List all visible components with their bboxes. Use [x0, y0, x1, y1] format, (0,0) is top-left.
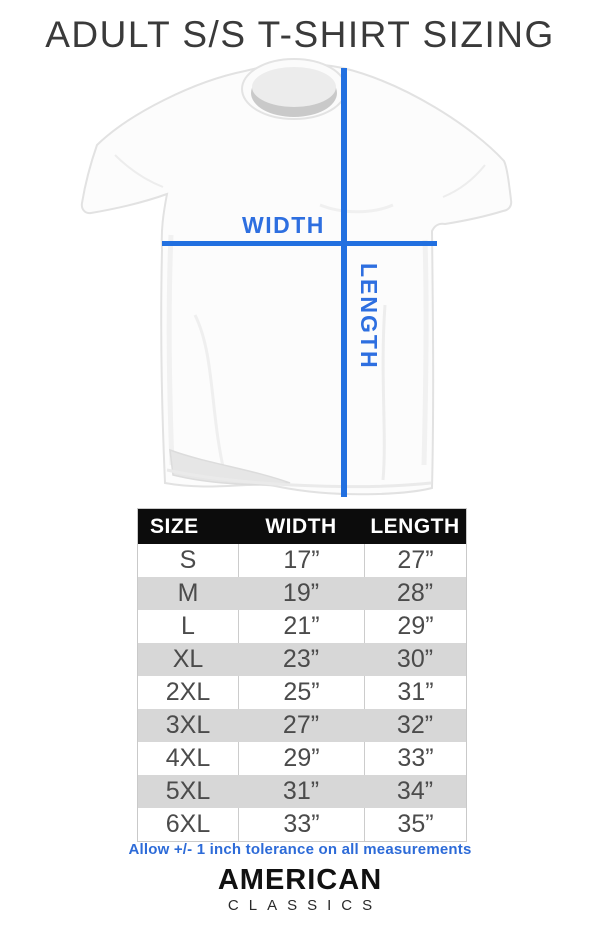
length-measure-line: [341, 68, 347, 497]
size-cell: M: [177, 579, 199, 607]
header-width: WIDTH: [265, 514, 337, 538]
size-cell: 6XL: [165, 810, 211, 838]
length-label: LENGTH: [356, 263, 382, 370]
length-cell: 32”: [396, 711, 434, 739]
width-cell: 33”: [238, 808, 364, 841]
brand-subname: CLASSICS: [227, 897, 383, 914]
width-cell: 21”: [238, 610, 364, 643]
table-row: [138, 643, 466, 676]
width-cell: 29”: [238, 742, 364, 775]
width-label: WIDTH: [242, 212, 325, 238]
table-header-row: [138, 509, 466, 544]
size-cell: S: [179, 546, 197, 574]
header-length: LENGTH: [370, 514, 460, 538]
length-cell: 34”: [396, 777, 434, 805]
length-cell: 28”: [396, 579, 434, 607]
width-measure-line: [162, 241, 437, 246]
table-row: [138, 544, 466, 577]
brand-name: AMERICAN: [217, 864, 383, 896]
width-cell: 19”: [282, 579, 320, 607]
width-cell: 25”: [238, 676, 364, 709]
table-row: [138, 742, 466, 775]
size-table: [137, 508, 467, 842]
page-title: ADULT S/S T-SHIRT SIZING: [45, 14, 555, 55]
tshirt-image: [75, 55, 525, 507]
width-cell: 31”: [282, 777, 320, 805]
size-cell: 4XL: [165, 744, 211, 772]
table-row: [138, 775, 466, 808]
header-size: SIZE: [150, 514, 199, 538]
length-cell: 29”: [364, 610, 466, 643]
length-cell: 31”: [364, 676, 466, 709]
tshirt-diagram: [75, 55, 525, 507]
size-cell: 3XL: [165, 711, 211, 739]
size-cell: 2XL: [165, 678, 211, 706]
table-row: [138, 676, 466, 709]
table-row: [138, 709, 466, 742]
size-cell: L: [181, 612, 195, 640]
length-cell: 30”: [396, 645, 434, 673]
brand-logo: [0, 864, 600, 915]
table-row: [138, 808, 466, 841]
width-cell: 23”: [282, 645, 320, 673]
length-cell: 33”: [364, 742, 466, 775]
table-row: [138, 610, 466, 643]
length-cell: 35”: [364, 808, 466, 841]
tolerance-note: Allow +/- 1 inch tolerance on all measurements: [128, 841, 472, 858]
table-row: [138, 577, 466, 610]
size-cell: XL: [172, 645, 204, 673]
width-cell: 27”: [282, 711, 320, 739]
width-cell: 17”: [238, 544, 364, 577]
length-cell: 27”: [364, 544, 466, 577]
size-cell: 5XL: [165, 777, 211, 805]
